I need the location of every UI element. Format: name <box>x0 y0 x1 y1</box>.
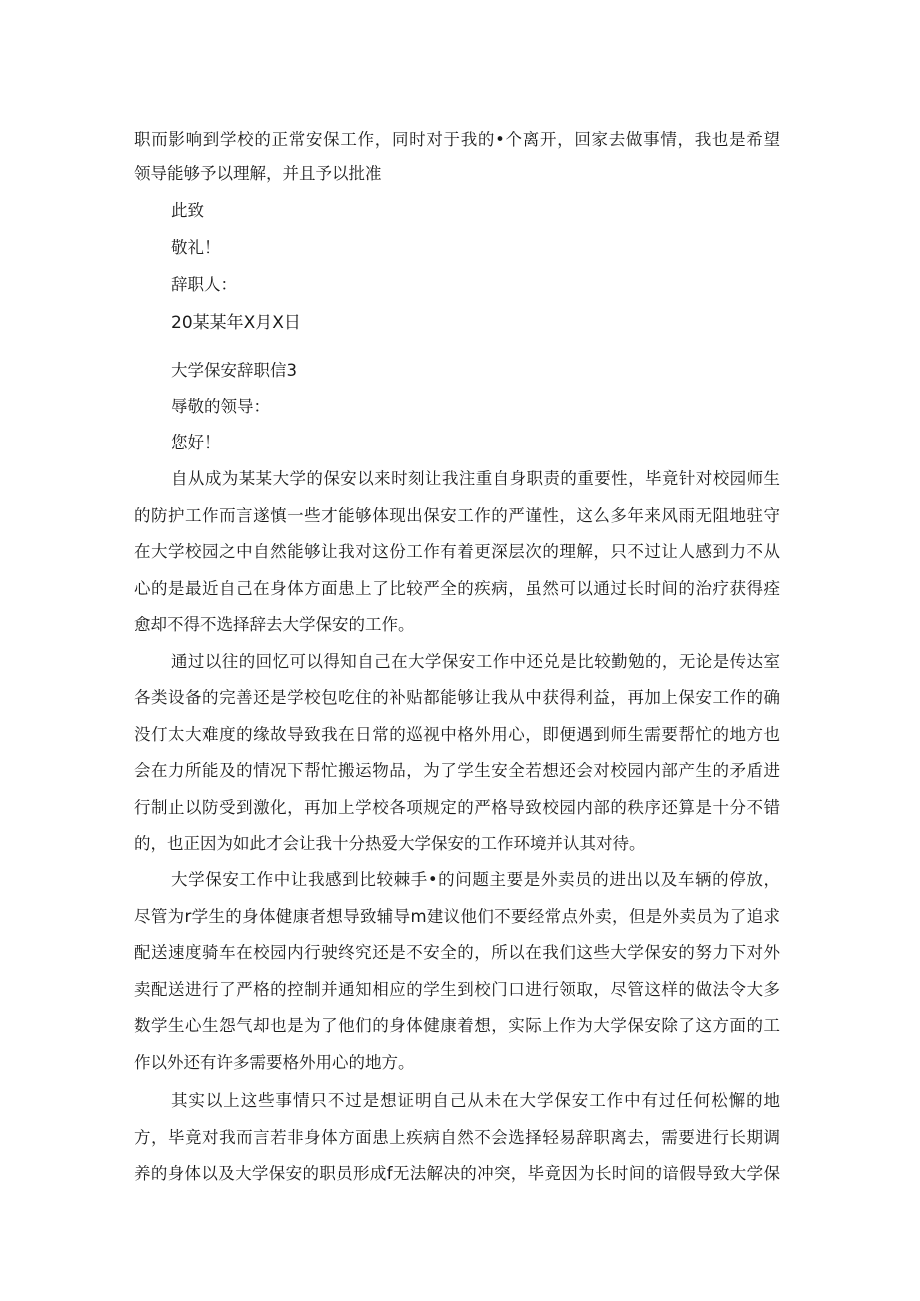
closing-salutation: 此致 <box>171 201 204 220</box>
paragraph-line: 的防护工作而言遂慎一些才能够体现出保安工作的严谨性，这么多年来风雨无阻地驻守 <box>134 506 780 525</box>
paragraph-line: 其实以上这些事情只不过是想证明自己从未在大学保安工作中有过任何松懈的地 <box>171 1091 780 1110</box>
paragraph-line: 尽管为r学生的身体健康者想导致辅导m建议他们不要经常点外卖，但是外卖员为了追求 <box>134 907 780 926</box>
paragraph-line: 会在力所能及的情况下帮忙搬运物品，为了学生安全若想还会对校园内部产生的矛盾进 <box>134 761 780 780</box>
paragraph-line: 卖配送进行了严格的控制并通知相应的学生到校门口进行领取，尽管这样的做法令大多 <box>134 980 780 999</box>
paragraph-line: 在大学校园之中自然能够让我对这份工作有着更深层次的理解，只不过让人感到力不从 <box>134 542 780 561</box>
paragraph-line: 作以外还有许多需要格外用心的地方。 <box>134 1053 415 1072</box>
letter-greeting: 您好！ <box>171 433 221 452</box>
paragraph-line: 养的身体以及大学保安的职员形成f无法解决的冲突，毕竟因为长时间的谙假导致大学保 <box>134 1164 780 1183</box>
signer-label: 辞职人： <box>171 275 237 294</box>
letter-recipient: 辱敬的领导： <box>171 397 270 416</box>
paragraph-line: 领导能够予以理解，并且予以批准 <box>134 164 382 183</box>
paragraph-line: 自从成为某某大学的保安以来时刻让我注重自身职责的重要性，毕竟针对校园师生 <box>171 469 780 488</box>
paragraph-line: 各类设备的完善还是学校包吃住的补贴都能够让我从中获得利益，再加上保安工作的确 <box>134 688 780 707</box>
paragraph-line: 没仃太大难度的缘故导致我在日常的巡视中格外用心，即便遇到师生需要帮忙的地方也 <box>134 725 780 744</box>
letter-title: 大学保安辞职信3 <box>171 361 297 380</box>
paragraph-line: 行制止以防受到激化，再加上学校各项规定的严格导致校园内部的秩序还算是十分不错 <box>134 798 780 817</box>
paragraph-line: 愈却不得不选择辞去大学保安的工作。 <box>134 615 415 634</box>
paragraph-line: 数学生心生怨气却也是为了他们的身体健康着想，实际上作为大学保安除了这方面的工 <box>134 1016 780 1035</box>
paragraph-line: 配送速度骑车在校园内行驶终究还是不安全的，所以在我们这些大学保安的努力下对外 <box>134 943 780 962</box>
paragraph-line: 心的是最近自己在身体方面患上了比较严全的疾病，虽然可以通过长时间的治疗获得痊 <box>134 579 780 598</box>
paragraph-line: 职而影响到学校的正常安保工作，同时对于我的•个离开，回家去做事情，我也是希望 <box>134 130 780 149</box>
paragraph-line: 方，毕竟对我而言若非身体方面患上疾病自然不会选择轻易辞职离去，需要进行长期调 <box>134 1128 780 1147</box>
paragraph-line: 大学保安工作中让我感到比较棘手•的问题主要是外卖员的进出以及车辆的停放， <box>171 870 780 889</box>
paragraph-line: 的，也正因为如此才会让我十分热爱大学保安的工作环境并认其对待。 <box>134 834 646 853</box>
letter-date: 20某某年X月X日 <box>171 313 301 333</box>
paragraph-line: 通过以往的回忆可以得知自己在大学保安工作中还兑是比较勤勉的，无论是传达室 <box>171 652 780 671</box>
closing-salutation: 敬礼！ <box>171 238 221 257</box>
